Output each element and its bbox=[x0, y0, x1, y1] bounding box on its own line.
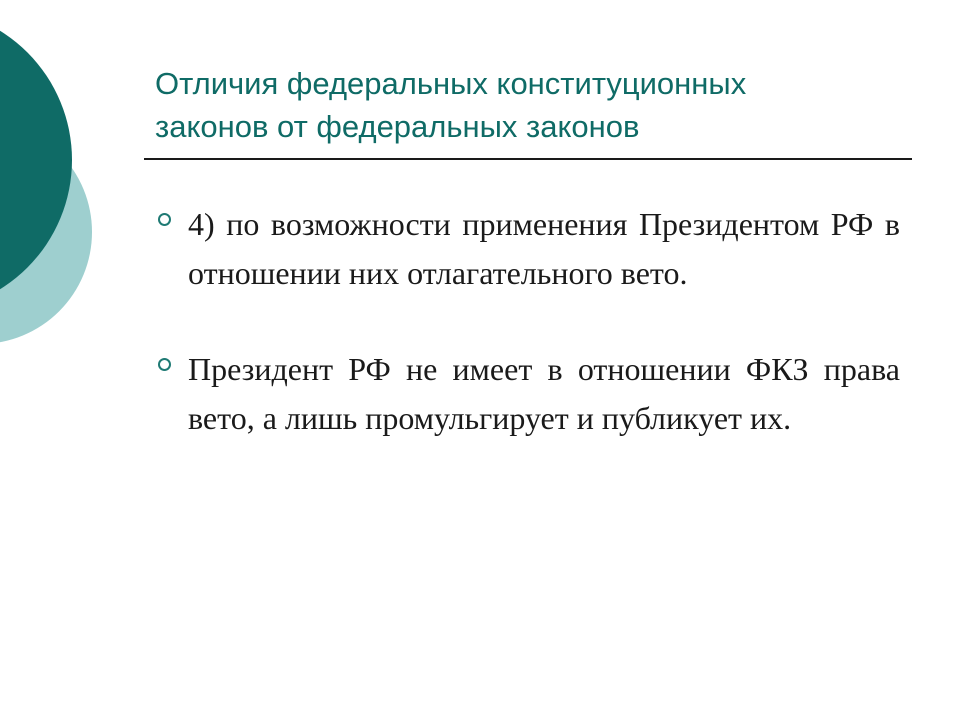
slide-title-line-1: Отличия федеральных конституционных bbox=[155, 66, 747, 101]
hollow-circle-bullet-icon bbox=[158, 213, 171, 226]
bullet-item-1 bbox=[154, 200, 900, 298]
slide-title-line-2: законов от федеральных законов bbox=[155, 109, 640, 144]
bullet-text-1: 4) по возможности применения Президентом РФ в отношении них отлагательного вето. bbox=[188, 206, 900, 291]
bullet-item-2 bbox=[154, 345, 900, 443]
bullet-list bbox=[154, 200, 900, 443]
hollow-circle-bullet-icon bbox=[158, 358, 171, 371]
title-divider bbox=[144, 158, 912, 160]
slide-title bbox=[155, 62, 915, 148]
bullet-text-2: Президент РФ не имеет в отношении ФКЗ права вето, а лишь промульгирует и публикует их. bbox=[188, 351, 900, 436]
